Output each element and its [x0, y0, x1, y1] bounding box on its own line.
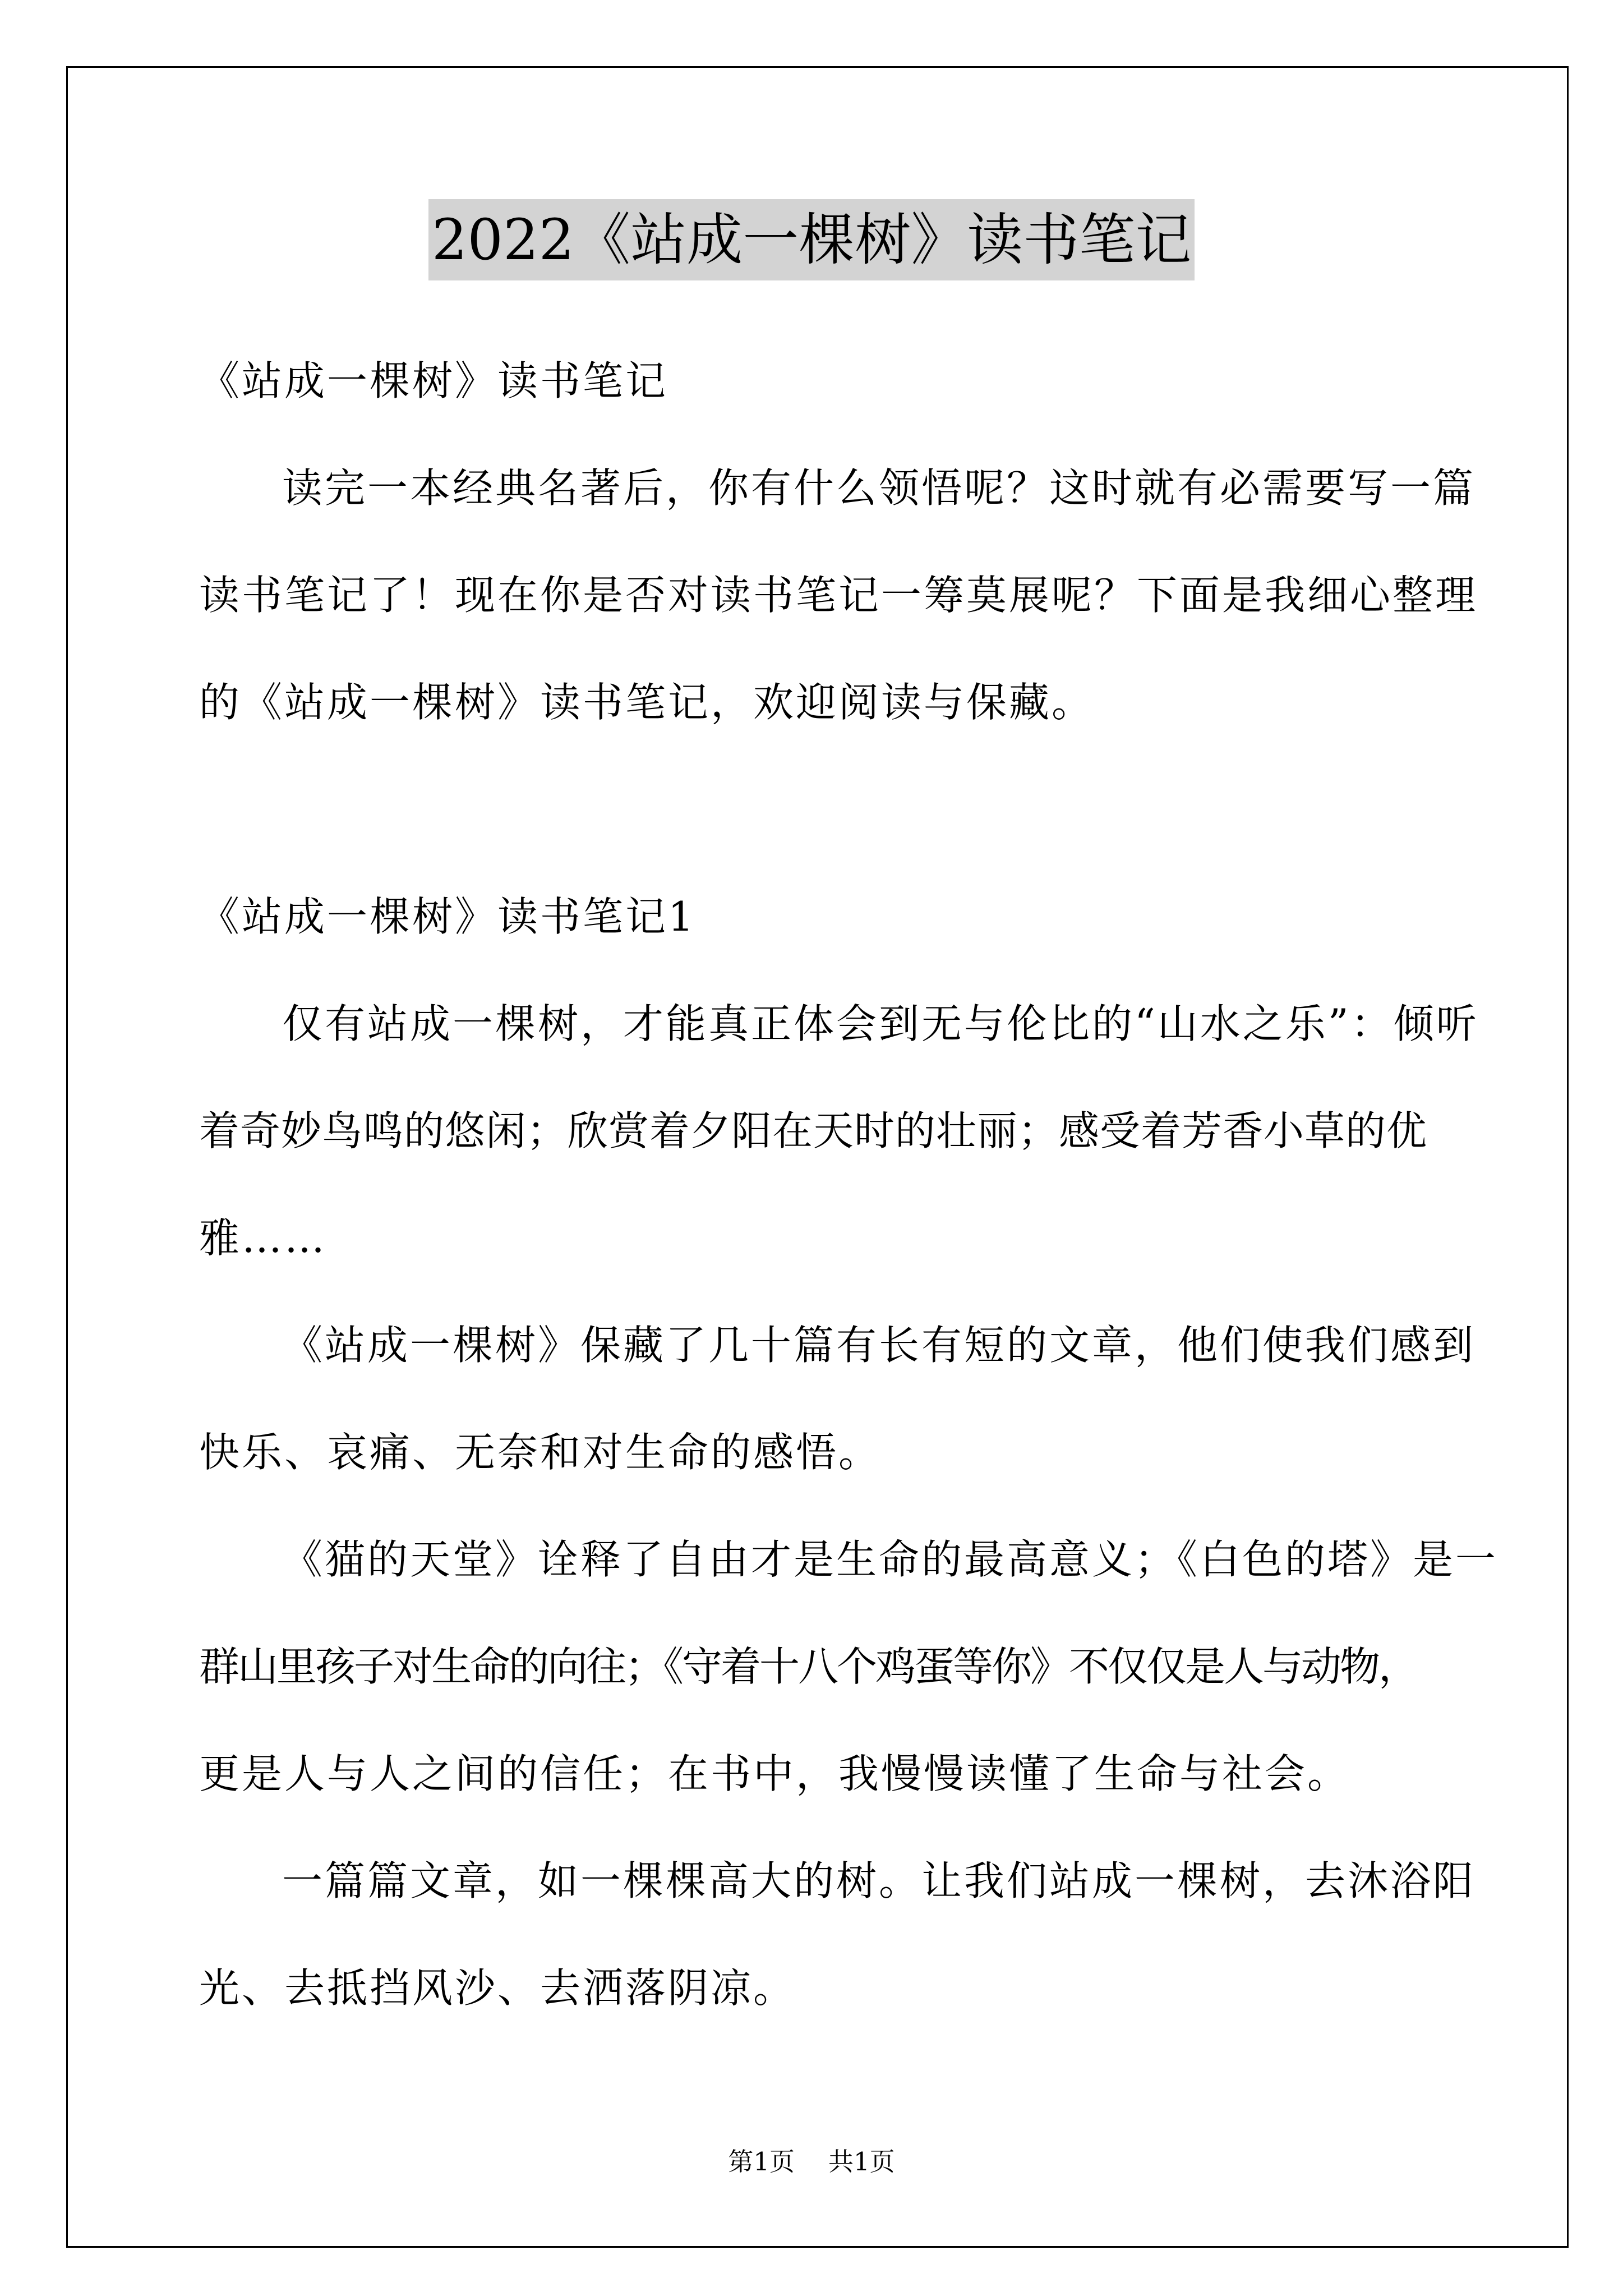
blank-line [199, 756, 1489, 863]
section-heading: 《站成一棵树》读书笔记1 [199, 893, 696, 940]
document-title: 2022《站成一棵树》读书笔记 [428, 199, 1195, 280]
title-container [0, 199, 1623, 280]
document-body [199, 328, 1498, 2042]
paragraph-line: 《站成一棵树》保藏了几十篇有长有短的文章，他们使我们感到 [282, 1322, 1476, 1369]
paragraph-line: 更是人与人之间的信任；在书中，我慢慢读懂了生命与社会。 [199, 1750, 1350, 1797]
page-total: 共1页 [828, 2147, 895, 2177]
intro-line: 的《站成一棵树》读书笔记，欢迎阅读与保藏。 [199, 679, 1095, 726]
paragraph-line: 仅有站成一棵树，才能真正体会到无与伦比的“山水之乐”：倾听 [282, 1000, 1479, 1047]
paragraph-line: 雅…… [199, 1214, 328, 1262]
paragraph-line: 快乐、哀痛、无奈和对生命的感悟。 [199, 1429, 882, 1476]
intro-line: 读完一本经典名著后，你有什么领悟呢？这时就有必需要写一篇 [282, 464, 1476, 512]
page-number: 第1页 [728, 2147, 795, 2177]
document-subtitle: 《站成一棵树》读书笔记 [199, 357, 668, 404]
intro-line: 读书笔记了！现在你是否对读书笔记一筹莫展呢？下面是我细心整理 [199, 572, 1478, 619]
paragraph-line: 群山里孩子对生命的向往；《守着十八个鸡蛋等你》不仅仅是人与动物， [199, 1643, 1418, 1690]
page-footer [0, 2144, 1623, 2180]
paragraph-line: 着奇妙鸟鸣的悠闲；欣赏着夕阳在天时的壮丽；感受着芳香小草的优 [199, 1107, 1428, 1154]
paragraph-line: 一篇篇文章，如一棵棵高大的树。让我们站成一棵树，去沐浴阳 [282, 1857, 1476, 1904]
paragraph-line: 光、去抵挡风沙、去洒落阴凉。 [199, 1964, 796, 2012]
paragraph-line: 《猫的天堂》诠释了自由才是生命的最高意义；《白色的塔》是一 [282, 1536, 1498, 1583]
